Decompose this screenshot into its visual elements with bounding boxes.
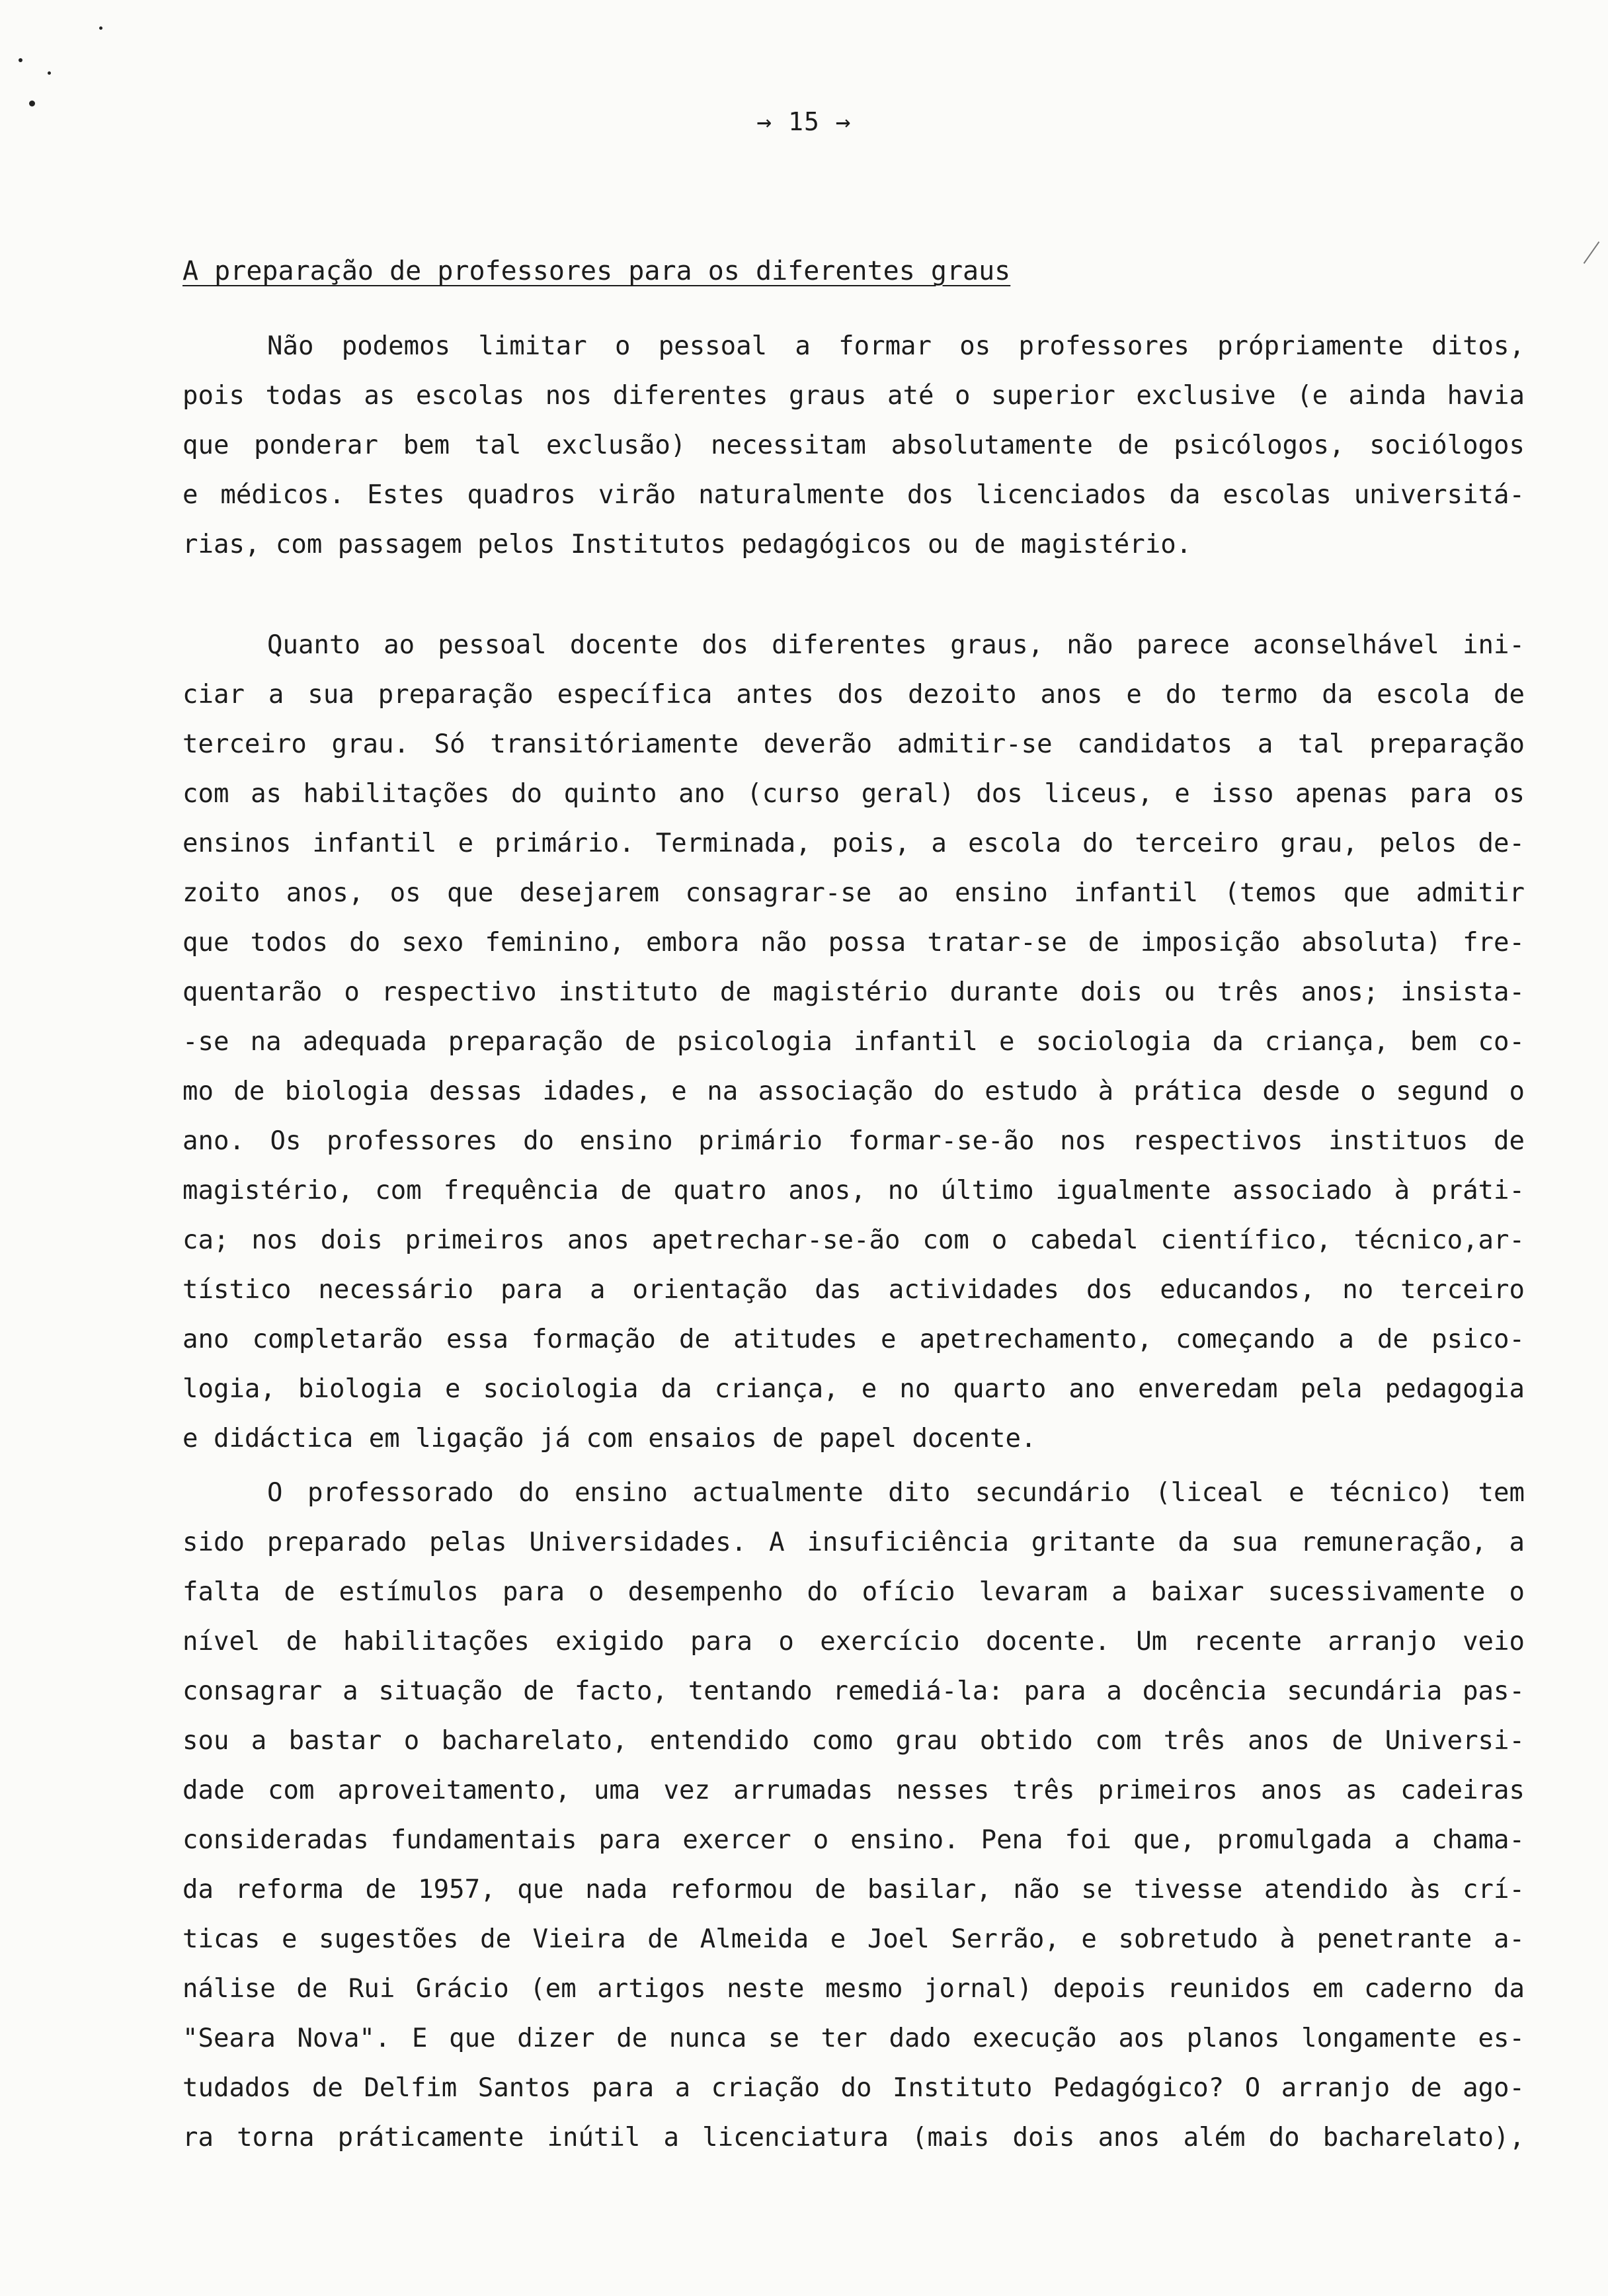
text-line: consideradas fundamentais para exercer o ensino. Pena foi que, promulgada a chama- bbox=[182, 1825, 1525, 1855]
text-line: mo de biologia dessas idades, e na associação do estudo à prática desde o segund o bbox=[182, 1077, 1525, 1106]
text-line: falta de estímulos para o desempenho do ofício levaram a baixar sucessivamente o bbox=[182, 1577, 1525, 1607]
text-line: -se na adequada preparação de psicologia infantil e sociologia da criança, bem co- bbox=[182, 1027, 1525, 1057]
text-line: ciar a sua preparação específica antes dos dezoito anos e do termo da escola de bbox=[182, 680, 1525, 710]
text-line: que todos do sexo feminino, embora não possa tratar-se de imposição absoluta) fre- bbox=[182, 928, 1525, 958]
stray-pen-mark bbox=[1584, 241, 1600, 264]
page-number: → 15 → bbox=[756, 107, 852, 136]
text-line: e médicos. Estes quadros virão naturalmente dos licenciados da escolas universitá- bbox=[182, 480, 1525, 510]
text-line: ensinos infantil e primário. Terminada, pois, a escola do terceiro grau, pelos de- bbox=[182, 829, 1525, 858]
speck-mark bbox=[99, 26, 102, 30]
text-line: ano completarão essa formação de atitudes e apetrechamento, começando a de psico- bbox=[182, 1325, 1525, 1354]
speck-mark bbox=[29, 101, 35, 106]
text-line: sou a bastar o bacharelato, entendido como grau obtido com três anos de Universi- bbox=[182, 1726, 1525, 1756]
text-line: "Seara Nova". E que dizer de nunca se ter dado execução aos planos longamente es- bbox=[182, 2024, 1525, 2053]
text-line: tudados de Delfim Santos para a criação do Instituto Pedagógico? O arranjo de ago- bbox=[182, 2073, 1525, 2103]
text-line: quentarão o respectivo instituto de magistério durante dois ou três anos; insista- bbox=[182, 977, 1525, 1007]
text-line: O professorado do ensino actualmente dito secundário (liceal e técnico) tem bbox=[267, 1478, 1525, 1508]
paragraph-3 bbox=[182, 1468, 1525, 2162]
paragraph-2 bbox=[182, 620, 1525, 1463]
text-line: que ponderar bem tal exclusão) necessitam absolutamente de psicólogos, sociólogos bbox=[182, 430, 1525, 460]
text-line: e didáctica em ligação já com ensaios de papel docente. bbox=[182, 1424, 1037, 1454]
text-line: tístico necessário para a orientação das actividades dos educandos, no terceiro bbox=[182, 1275, 1525, 1305]
text-line: consagrar a situação de facto, tentando remediá-la: para a docência secundária pas- bbox=[182, 1676, 1525, 1706]
text-line: Não podemos limitar o pessoal a formar os professores própriamente ditos, bbox=[267, 331, 1525, 361]
text-line: zoito anos, os que desejarem consagrar-se ao ensino infantil (temos que admitir bbox=[182, 878, 1525, 908]
text-line: ca; nos dois primeiros anos apetrechar-se-ão com o cabedal científico, técnico,ar- bbox=[182, 1225, 1525, 1255]
text-line: nível de habilitações exigido para o exercício docente. Um recente arranjo veio bbox=[182, 1627, 1525, 1657]
text-line: logia, biologia e sociologia da criança, e no quarto ano enveredam pela pedagogia bbox=[182, 1374, 1525, 1404]
text-line: sido preparado pelas Universidades. A insuficiência gritante da sua remuneração, a bbox=[182, 1528, 1525, 1557]
text-line: com as habilitações do quinto ano (curso geral) dos liceus, e isso apenas para os bbox=[182, 779, 1525, 809]
text-line: magistério, com frequência de quatro anos, no último igualmente associado à práti- bbox=[182, 1176, 1525, 1206]
text-line: terceiro grau. Só transitóriamente deverão admitir-se candidatos a tal preparação bbox=[182, 729, 1525, 759]
paragraph-1 bbox=[182, 321, 1525, 569]
text-line: nálise de Rui Grácio (em artigos neste mesmo jornal) depois reunidos em caderno da bbox=[182, 1974, 1525, 2004]
text-line: rias, com passagem pelos Institutos pedagógicos ou de magistério. bbox=[182, 530, 1192, 559]
section-heading: A preparação de professores para os diferentes graus bbox=[182, 256, 1011, 286]
text-line: dade com aproveitamento, uma vez arrumadas nesses três primeiros anos as cadeiras bbox=[182, 1776, 1525, 1805]
text-line: Quanto ao pessoal docente dos diferentes graus, não parece aconselhável ini- bbox=[267, 630, 1525, 660]
text-line: ticas e sugestões de Vieira de Almeida e Joel Serrão, e sobretudo à penetrante a- bbox=[182, 1924, 1525, 1954]
text-line: pois todas as escolas nos diferentes graus até o superior exclusive (e ainda havia bbox=[182, 381, 1525, 411]
text-line: ra torna práticamente inútil a licenciatura (mais dois anos além do bacharelato), bbox=[182, 2123, 1525, 2152]
text-line: ano. Os professores do ensino primário formar-se-ão nos respectivos instituos de bbox=[182, 1126, 1525, 1156]
speck-mark bbox=[19, 58, 22, 62]
text-line: da reforma de 1957, que nada reformou de basilar, não se tivesse atendido às crí- bbox=[182, 1875, 1525, 1905]
speck-mark bbox=[48, 71, 51, 75]
